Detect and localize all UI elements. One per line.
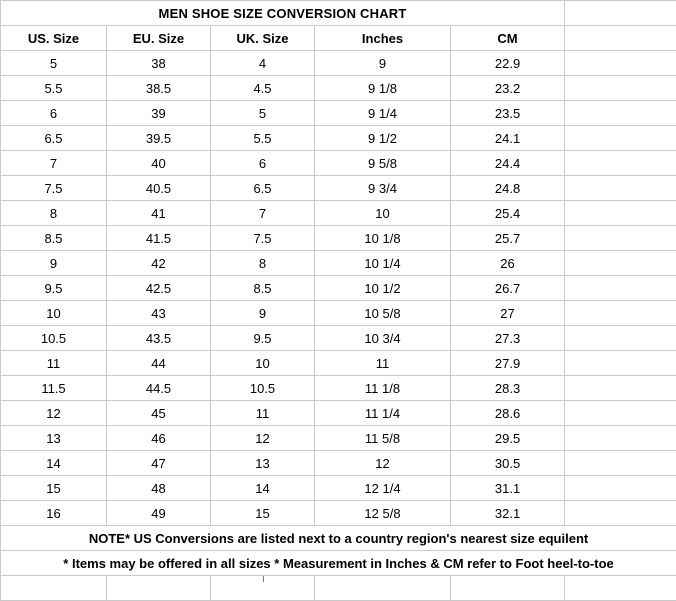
title-row [1,1,676,26]
empty-cell [565,476,676,501]
cell-cm: 30.5 [451,451,565,476]
cell-uk-size: 14 [211,476,315,501]
cell-eu-size: 43.5 [107,326,211,351]
cell-eu-size: 40 [107,151,211,176]
empty-cell [565,426,676,451]
cell-us-size: 6.5 [1,126,107,151]
cell-us-size: 14 [1,451,107,476]
empty-cell [565,276,676,301]
empty-cell [451,576,565,601]
empty-cell [107,576,211,601]
column-header-cm: CM [451,26,565,51]
cell-us-size: 8.5 [1,226,107,251]
cell-inches: 9 [315,51,451,76]
cell-uk-size: 10.5 [211,376,315,401]
cell-us-size: 7.5 [1,176,107,201]
cell-inches: 11 [315,351,451,376]
cell-eu-size: 49 [107,501,211,526]
cell-us-size: 8 [1,201,107,226]
cell-us-size: 7 [1,151,107,176]
cell-inches: 12 [315,451,451,476]
cell-inches: 10 [315,201,451,226]
cell-uk-size: 4.5 [211,76,315,101]
cell-inches: 10 1/4 [315,251,451,276]
empty-cell [565,576,676,601]
cell-cm: 25.7 [451,226,565,251]
cell-eu-size: 46 [107,426,211,451]
empty-cell [565,1,676,26]
cell-us-size: 11.5 [1,376,107,401]
cell-inches: 11 1/8 [315,376,451,401]
table-body [1,1,676,601]
cell-cm: 26.7 [451,276,565,301]
cell-eu-size: 43 [107,301,211,326]
cell-uk-size: 7 [211,201,315,226]
table-row [1,101,676,126]
table-row [1,126,676,151]
empty-cell [565,251,676,276]
table-row [1,326,676,351]
cell-inches: 9 3/4 [315,176,451,201]
column-header-us-size: US. Size [1,26,107,51]
cell-cm: 28.3 [451,376,565,401]
cell-us-size: 13 [1,426,107,451]
table-row [1,251,676,276]
cell-uk-size: 11 [211,401,315,426]
footer-row [1,576,676,601]
cell-cm: 23.5 [451,101,565,126]
cell-inches: 9 1/2 [315,126,451,151]
table-row [1,226,676,251]
cell-uk-size: 12 [211,426,315,451]
empty-cell [565,301,676,326]
cell-us-size: 10.5 [1,326,107,351]
cell-uk-size: 9 [211,301,315,326]
cell-uk-size: 8.5 [211,276,315,301]
note-conversions: NOTE* US Conversions are listed next to a country region's nearest size equilent [1,526,676,551]
cell-eu-size: 44 [107,351,211,376]
note-row [1,551,676,576]
cell-cm: 25.4 [451,201,565,226]
cell-us-size: 15 [1,476,107,501]
cell-eu-size: 42 [107,251,211,276]
table-row [1,201,676,226]
empty-cell [211,576,315,601]
empty-cell [565,201,676,226]
cell-cm: 28.6 [451,401,565,426]
cell-cm: 27.3 [451,326,565,351]
cell-cm: 27.9 [451,351,565,376]
table-row [1,426,676,451]
empty-cell [315,576,451,601]
column-header-inches: Inches [315,26,451,51]
cell-eu-size: 42.5 [107,276,211,301]
cell-us-size: 9 [1,251,107,276]
cell-us-size: 6 [1,101,107,126]
table-row [1,176,676,201]
cell-inches: 9 1/4 [315,101,451,126]
cell-eu-size: 41 [107,201,211,226]
table-row [1,151,676,176]
cell-cm: 24.8 [451,176,565,201]
empty-cell [565,51,676,76]
cell-cm: 26 [451,251,565,276]
empty-cell [565,76,676,101]
cell-cm: 29.5 [451,426,565,451]
empty-cell [565,401,676,426]
cell-inches: 10 1/8 [315,226,451,251]
note-measurement: * Items may be offered in all sizes * Measurement in Inches & CM refer to Foot heel-to-toe [1,551,676,576]
table-row [1,76,676,101]
cell-inches: 11 5/8 [315,426,451,451]
empty-cell [565,351,676,376]
table-row [1,401,676,426]
empty-cell [565,451,676,476]
column-header-eu-size: EU. Size [107,26,211,51]
cell-cm: 22.9 [451,51,565,76]
empty-cell [565,501,676,526]
cell-inches: 12 1/4 [315,476,451,501]
cell-uk-size: 6 [211,151,315,176]
cell-uk-size: 5 [211,101,315,126]
cell-uk-size: 10 [211,351,315,376]
cell-cm: 32.1 [451,501,565,526]
cell-inches: 9 1/8 [315,76,451,101]
table-row [1,276,676,301]
cell-uk-size: 6.5 [211,176,315,201]
cell-uk-size: 4 [211,51,315,76]
cell-eu-size: 39.5 [107,126,211,151]
empty-cell [565,151,676,176]
table-row [1,501,676,526]
cell-inches: 10 1/2 [315,276,451,301]
cell-inches: 11 1/4 [315,401,451,426]
column-header-uk-size: UK. Size [211,26,315,51]
cell-inches: 12 5/8 [315,501,451,526]
table-row [1,351,676,376]
cell-uk-size: 13 [211,451,315,476]
cell-eu-size: 44.5 [107,376,211,401]
cell-us-size: 12 [1,401,107,426]
cell-uk-size: 15 [211,501,315,526]
table-row [1,451,676,476]
cell-cm: 24.4 [451,151,565,176]
cell-eu-size: 41.5 [107,226,211,251]
empty-cell [565,101,676,126]
cell-eu-size: 39 [107,101,211,126]
cell-eu-size: 45 [107,401,211,426]
cell-eu-size: 38 [107,51,211,76]
chart-title: MEN SHOE SIZE CONVERSION CHART [1,1,565,26]
empty-cell [565,376,676,401]
cell-uk-size: 5.5 [211,126,315,151]
cell-eu-size: 48 [107,476,211,501]
empty-cell [565,226,676,251]
empty-cell [565,326,676,351]
cell-eu-size: 38.5 [107,76,211,101]
cell-us-size: 16 [1,501,107,526]
empty-cell [565,26,676,51]
cell-us-size: 10 [1,301,107,326]
cell-us-size: 5 [1,51,107,76]
table-row [1,476,676,501]
empty-cell [1,576,107,601]
table-row [1,376,676,401]
cell-uk-size: 7.5 [211,226,315,251]
cell-cm: 23.2 [451,76,565,101]
note-row [1,526,676,551]
table-row [1,51,676,76]
cell-cm: 31.1 [451,476,565,501]
cell-eu-size: 40.5 [107,176,211,201]
cell-us-size: 9.5 [1,276,107,301]
cell-inches: 9 5/8 [315,151,451,176]
cell-cm: 27 [451,301,565,326]
cell-us-size: 5.5 [1,76,107,101]
table-row [1,301,676,326]
empty-cell [565,126,676,151]
cell-eu-size: 47 [107,451,211,476]
cell-us-size: 11 [1,351,107,376]
cell-inches: 10 5/8 [315,301,451,326]
table-header-row [1,26,676,51]
empty-cell [565,176,676,201]
cell-uk-size: 9.5 [211,326,315,351]
cell-cm: 24.1 [451,126,565,151]
cell-uk-size: 8 [211,251,315,276]
cell-inches: 10 3/4 [315,326,451,351]
